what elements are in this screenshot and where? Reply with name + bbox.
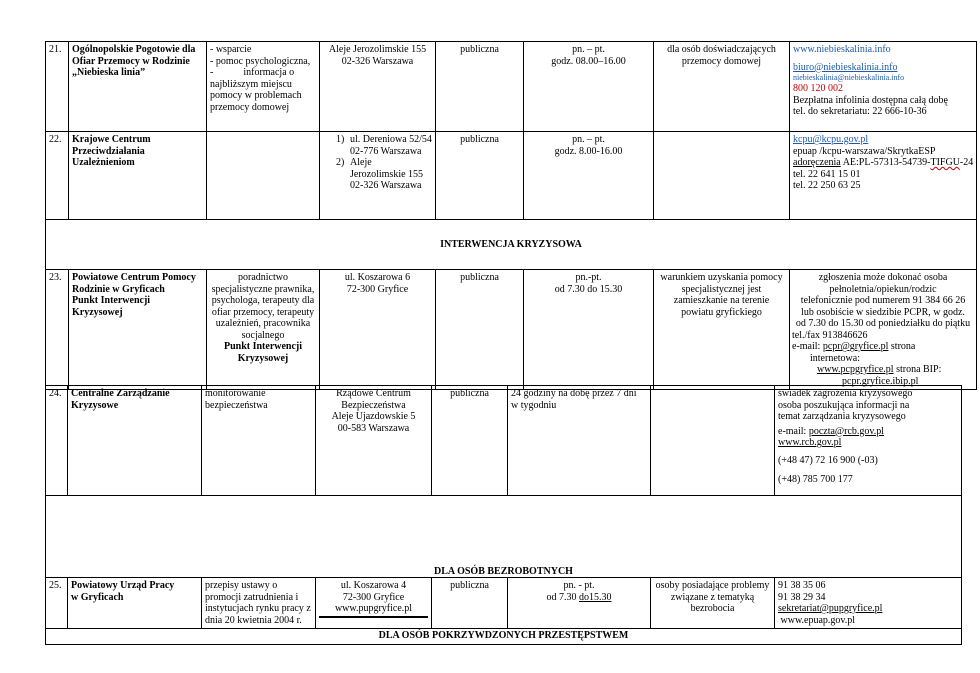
institution-type: publiczna (432, 386, 508, 496)
institution-name: Centralne Zarządzanie Kryzysowe (68, 386, 202, 496)
contact: zgłoszenia może dokonać osoba pełnoletnia/opiekun/rodzic telefonicznie pod numerem 91 384 66 26 lub osobiście w siedzibie PCPR, w godz. od 7.30 do 15.30 od poniedziałku do piątku tel./fax 913846626 e-mail: pcpr@gryfice.pl strona internetowa: www.pcpgryfice.pl strona BIP: pcpr.gryfice.ibip.pl (790, 270, 977, 390)
section-title: DLA OSÓB POKRZYWDZONYCH PRZESTĘPSTWEM (378, 630, 629, 641)
institution-type: publiczna (436, 270, 524, 390)
table-upper (45, 41, 977, 390)
row-number: 22. (46, 132, 69, 220)
table-lower (45, 385, 962, 645)
institution-name: Powiatowy Urząd Pracy w Gryficach (68, 578, 202, 629)
website-link[interactable]: www.pupgryfice.pl (319, 603, 428, 618)
address: Aleje Jerozolimskie 155 02-326 Warszawa (320, 42, 436, 132)
table-row-24 (46, 386, 962, 496)
opening-hours: pn. – pt. godz. 08.00–16.00 (524, 42, 654, 132)
help-type (207, 132, 320, 220)
address: Rządowe Centrum Bezpieczeństwa Aleje Ujazdowskie 5 00-583 Warszawa (316, 386, 432, 496)
phone-number: (+48 47) 72 16 900 (-03) (778, 454, 878, 466)
institution-name: Ogólnopolskie Pogotowie dla Ofiar Przemocy w Rodzinie „Niebieska linia” (69, 42, 207, 132)
target-group: dla osób doświadczających przemocy domowej (654, 42, 790, 132)
target-group (651, 386, 775, 496)
opening-hours: pn. - pt. od 7.30 do15.30 (508, 578, 651, 629)
contact: www.niebieskalinia.info biuro@niebieskalinia.info niebieskalinia@niebieskalinia.info 800 120 002 Bezpłatna infolinia dostępna całą dobę tel. do sekretariatu: 22 666-10-36 (790, 42, 977, 132)
section-title: INTERWENCJA KRYZYSOWA (440, 238, 582, 250)
section-header-victims (46, 629, 962, 645)
website-link[interactable]: www.niebieskalinia.info (793, 44, 891, 55)
row-number: 21. (46, 42, 69, 132)
target-group: osoby posiadające problemy związane z tematyką bezrobocia (651, 578, 775, 629)
table-row-22 (46, 132, 977, 220)
section-header-crisis (46, 220, 977, 270)
institution-type: publiczna (432, 578, 508, 629)
website-link[interactable]: www.rcb.gov.pl (778, 437, 842, 448)
row-number: 25. (46, 578, 68, 629)
help-type: - wsparcie - pomoc psychologiczna, - informacja o najbliższym miejscu pomocy w problemach przemocy domowej (207, 42, 320, 132)
institution-name: Powiatowe Centrum Pomocy Rodzinie w Gryficach Punkt Interwencji Kryzysowej (69, 270, 207, 390)
phone-number: (+48) 785 700 177 (778, 474, 853, 485)
section-header-unemployed (46, 496, 962, 578)
target-group (654, 132, 790, 220)
address: ul. Koszarowa 4 72-300 Gryfice www.pupgryfice.pl (316, 578, 432, 629)
email-link[interactable]: kcpu@kcpu.gov.pl (793, 134, 869, 145)
contact (775, 578, 962, 629)
email-link[interactable]: sekretariat@pupgryfice.pl (778, 603, 883, 614)
opening-hours: pn.-pt. od 7.30 do 15.30 (524, 270, 654, 390)
email-link-secondary[interactable]: niebieskalinia@niebieskalinia.info (793, 73, 905, 82)
help-type: przepisy ustawy o promocji zatrudnienia i instytucjach rynku pracy z dnia 20 kwietnia 2004 r. (202, 578, 316, 629)
website-link[interactable]: www.epuap.gov.pl (778, 614, 856, 626)
email-link[interactable]: biuro@niebieskalinia.info (793, 61, 898, 73)
table-row-21 (46, 42, 977, 132)
address: ul. Koszarowa 6 72-300 Gryfice (320, 270, 436, 390)
website-link[interactable]: www.pcpgryfice.pl (817, 364, 894, 375)
institution-type: publiczna (436, 42, 524, 132)
contact: świadek zagrożenia kryzysowego osoba poszukująca informacji na temat zarządzania kryzysowego e-mail: poczta@rcb.gov.pl www.rcb.gov.pl (+48 47) 72 16 900 (-03) (+48) 785 700 177 (775, 386, 962, 496)
section-title: DLA OSÓB BEZROBOTNYCH (434, 565, 573, 577)
phone-number: 91 38 35 06 (778, 580, 826, 591)
table-row-23 (46, 270, 977, 390)
help-type: monitorowanie bezpieczeństwa (202, 386, 316, 496)
contact: kcpu@kcpu.gov.pl epuap /kcpu-warszawa/SkrytkaESP adoręczenia AE:PL-57313-54739-TIFGU-24 tel. 22 641 15 01 tel. 22 250 63 25 (790, 132, 977, 220)
row-number: 23. (46, 270, 69, 390)
address: 1) ul. Dereniowa 52/54 02-776 Warszawa 2) Aleje Jerozolimskie 155 02-326 Warszawa (320, 132, 436, 220)
opening-hours: 24 godziny na dobę przez 7 dni w tygodniu (508, 386, 651, 496)
hotline-number: 800 120 002 (793, 83, 843, 94)
institution-type: publiczna (436, 132, 524, 220)
institution-name: Krajowe Centrum Przeciwdziałania Uzależnieniom (69, 132, 207, 220)
table-row-25 (46, 578, 962, 629)
bip-link[interactable]: pcpr.gryfice.ibip.pl (842, 375, 919, 387)
row-number: 24. (46, 386, 68, 496)
email-link[interactable]: poczta@rcb.gov.pl (808, 425, 885, 437)
help-type: poradnictwo specjalistyczne prawnika, psychologa, terapeuty dla ofiar przemocy, terapeuty uzależnień, pracownika socjalnego Punkt Interwencji Kryzysowej (207, 270, 320, 390)
opening-hours: pn. – pt. godz. 8.00-16.00 (524, 132, 654, 220)
target-group: warunkiem uzyskania pomocy specjalistycznej jest zamieszkanie na terenie powiatu gryfickiego (654, 270, 790, 390)
email-link[interactable]: pcpr@gryfice.pl (822, 341, 889, 352)
phone-number: 91 38 29 34 (778, 591, 826, 603)
